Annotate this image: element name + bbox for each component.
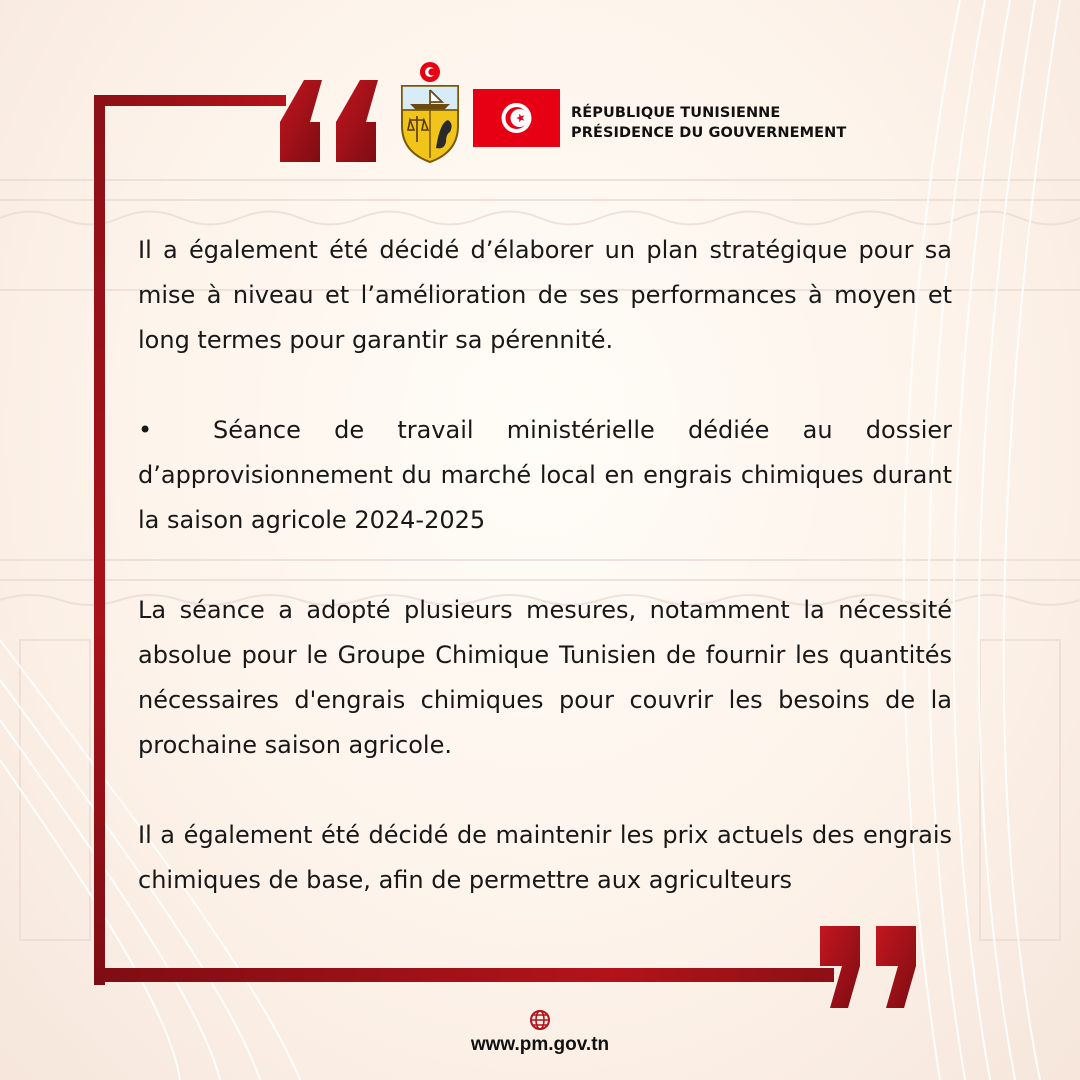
tunisia-flag-icon: [473, 89, 560, 147]
government-title: [571, 103, 846, 143]
frame-left-bar: [94, 95, 105, 985]
website-link[interactable]: www.pm.gov.tn: [470, 1034, 610, 1055]
header-line-2: PRÉSIDENCE DU GOUVERNEMENT: [571, 125, 847, 141]
bullet-item: [138, 408, 952, 543]
quote-open-icon: [276, 78, 386, 168]
frame-top-bar: [94, 95, 286, 106]
quote-close-icon: [814, 922, 926, 1012]
paragraph-3: Il a également été décidé de maintenir les prix actuels des engrais chimiques de base, afin de permettre aux agriculteurs: [138, 821, 952, 894]
paragraph-2: La séance a adopté plusieurs mesures, notamment la nécessité absolue pour le Groupe Chimique Tunisien de fournir les quantités nécessaires d'engrais chimiques pour couvrir les besoins de la prochaine saison agricole.: [138, 596, 952, 759]
globe-icon: [529, 1009, 551, 1031]
frame-bottom-bar: [94, 968, 834, 982]
main-content: [138, 228, 952, 948]
paragraph-1: Il a également été décidé d’élaborer un plan stratégique pour sa mise à niveau et l’amélioration de ses performances à moyen et long termes pour garantir sa pérennité.: [138, 236, 952, 354]
bullet-symbol: •: [138, 416, 153, 444]
header-line-1: RÉPUBLIQUE TUNISIENNE: [571, 105, 781, 121]
coat-of-arms-icon: [396, 60, 464, 164]
bullet-text: Séance de travail ministérielle dédiée au dossier d’approvisionnement du marché local en engrais chimiques durant la saison agricole 2024-2025: [138, 416, 952, 534]
